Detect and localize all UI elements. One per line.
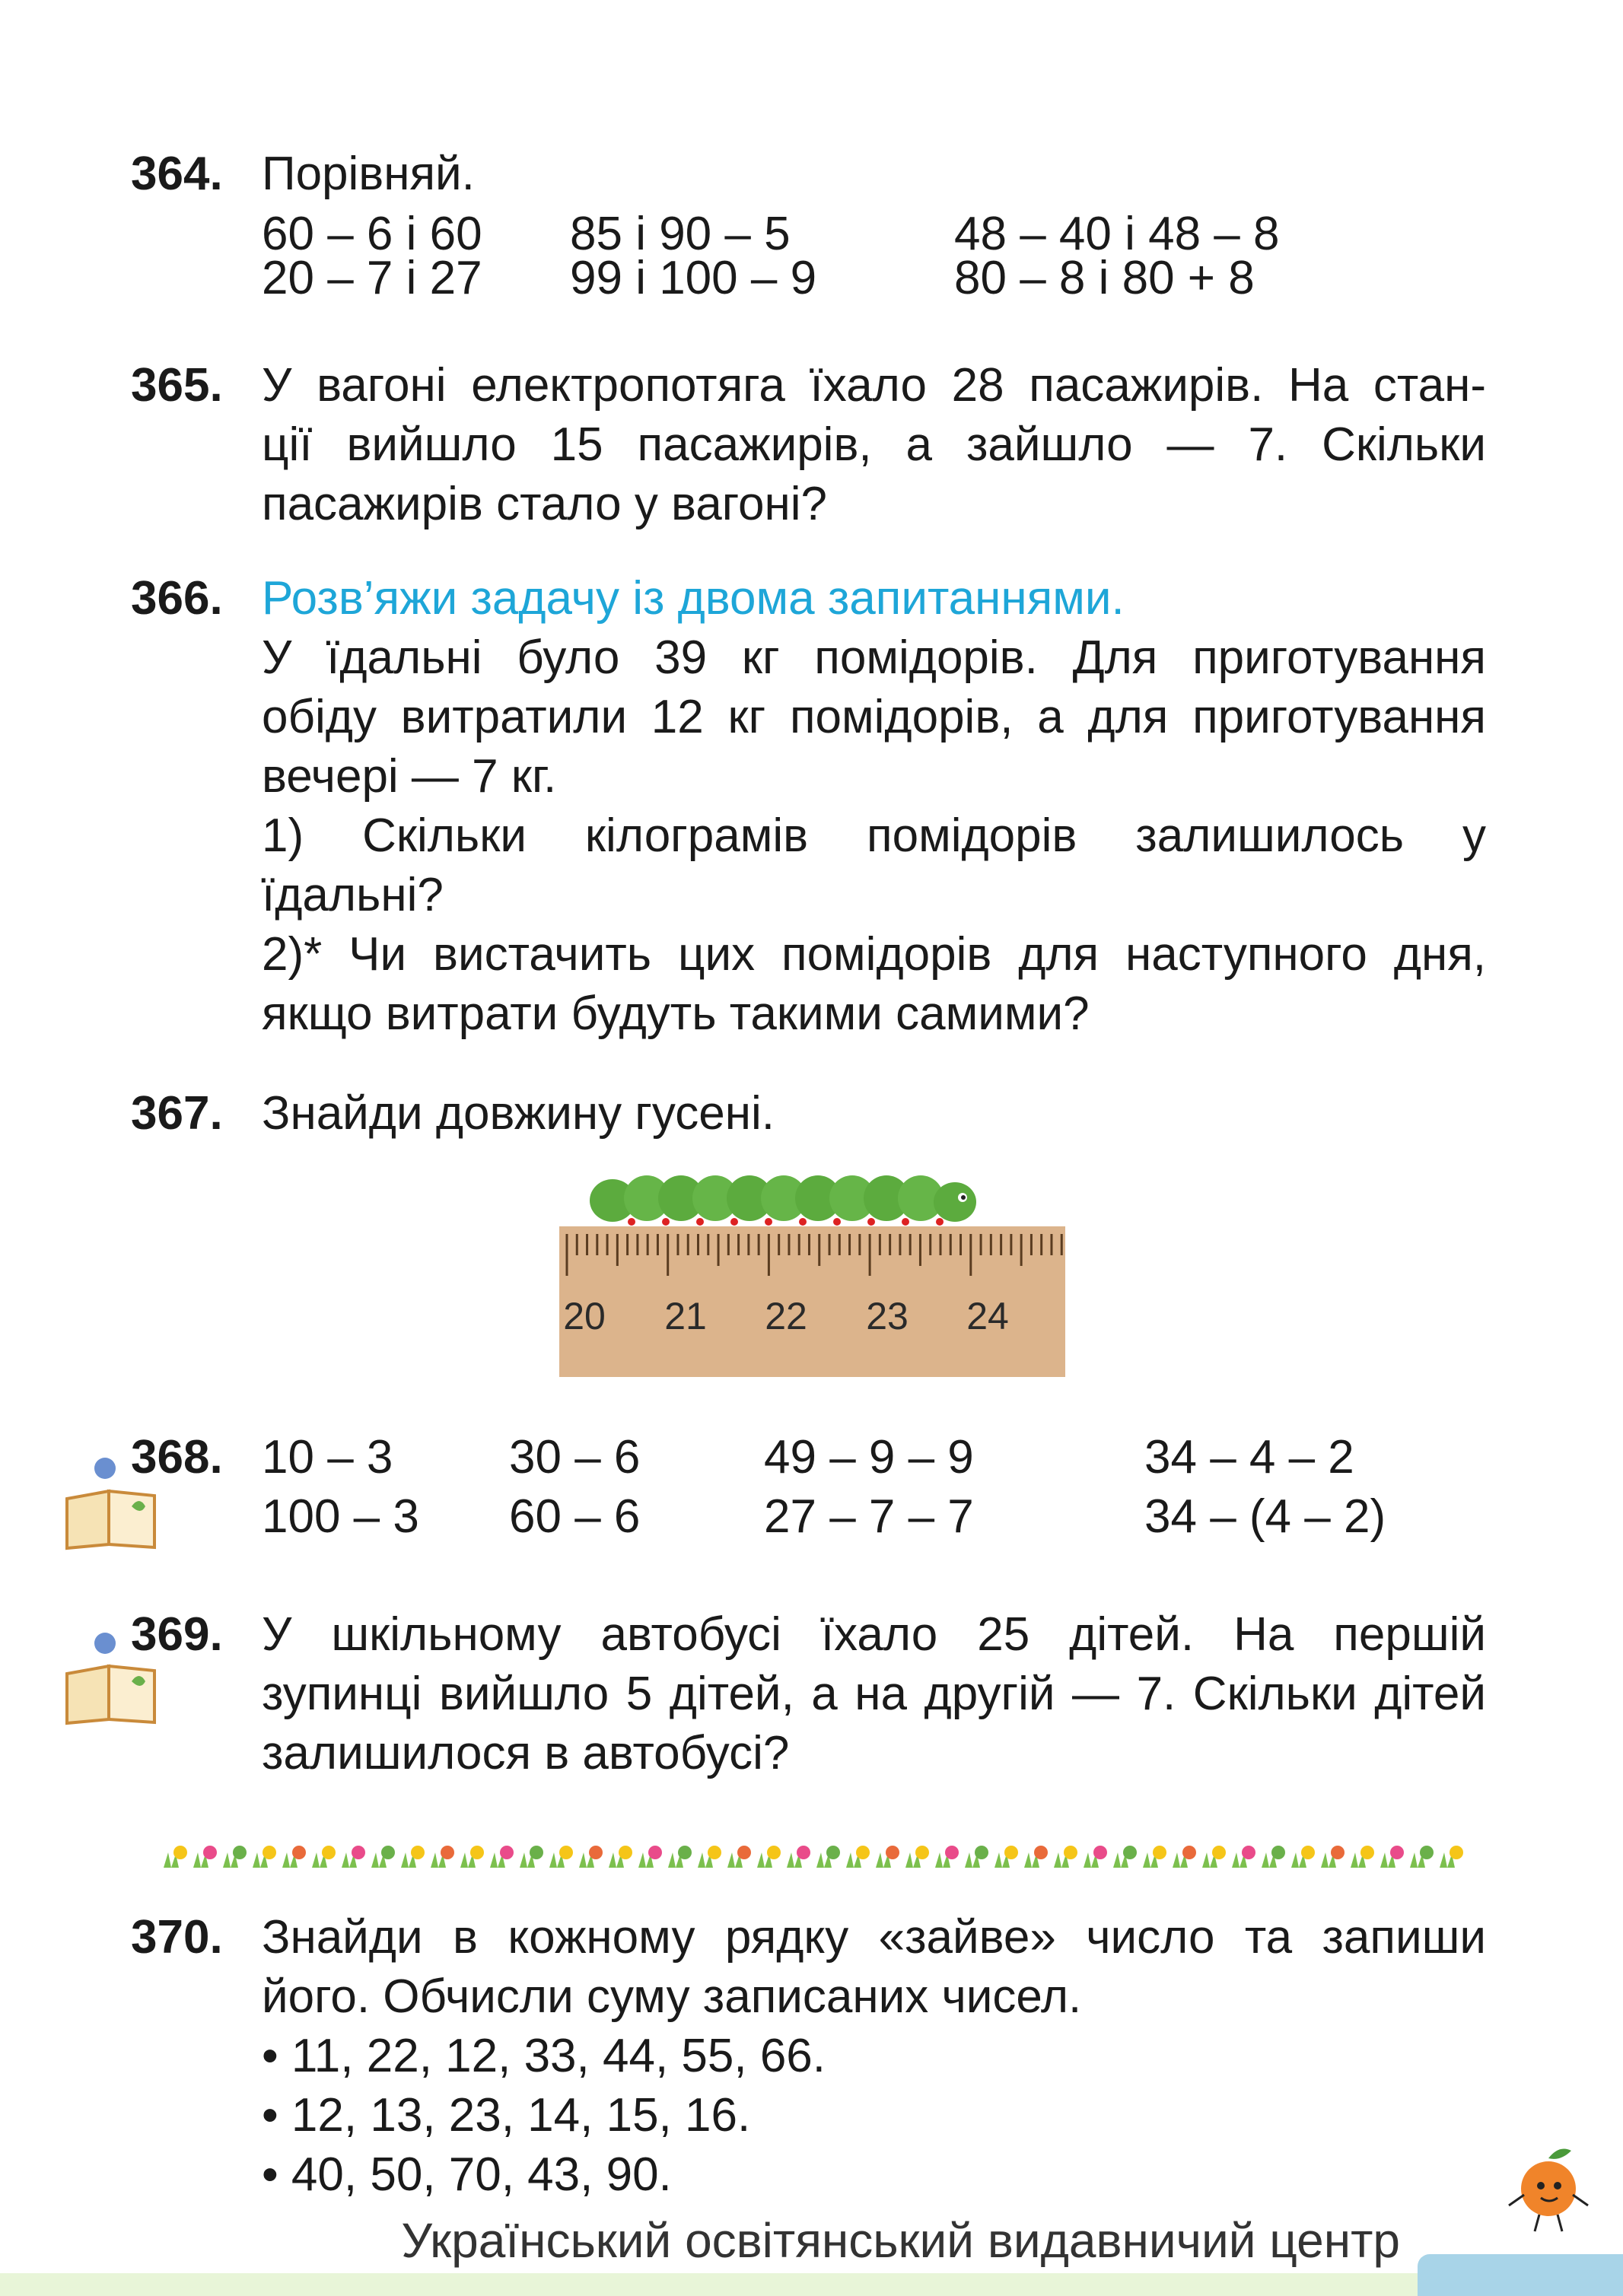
exercise-number: 367.	[131, 1087, 223, 1140]
text-line: У шкільному автобусі їхало 25 дітей. На першій	[262, 1608, 1486, 1661]
flower-shape	[1153, 1846, 1166, 1859]
text-line: вечері — 7 кг.	[262, 750, 557, 803]
flower-shape	[173, 1846, 187, 1859]
exercise-number: 366.	[131, 572, 223, 625]
bullet-item: • 12, 13, 23, 14, 15, 16.	[262, 2089, 751, 2142]
flower-shape	[1064, 1846, 1077, 1859]
expression: 30 – 6	[509, 1431, 641, 1483]
orange-mascot-icon	[1503, 2142, 1594, 2233]
ruler-label: 20	[563, 1295, 606, 1337]
flower-shape	[1093, 1846, 1107, 1859]
flower-shape	[1390, 1846, 1404, 1859]
flower-shape	[737, 1846, 751, 1859]
bullet-item: • 40, 50, 70, 43, 90.	[262, 2148, 672, 2201]
text-line: 1) Скільки кілограмів помідорів залишилось у	[262, 809, 1486, 862]
compare-item: 80 – 8 і 80 + 8	[954, 252, 1255, 304]
compare-item: 99 і 100 – 9	[570, 252, 817, 304]
text-line: зупинці вийшло 5 дітей, а на другій — 7. Скільки дітей	[262, 1668, 1486, 1720]
text-line: У їдальні було 39 кг помідорів. Для приготування	[262, 631, 1486, 684]
exercise-367	[131, 1084, 1486, 1143]
exercise-370	[131, 1908, 1486, 2205]
text-line: залишилося в автобусі?	[262, 1727, 790, 1779]
expression: 34 – (4 – 2)	[1144, 1490, 1386, 1543]
exercise-368	[131, 1428, 1486, 1547]
expression-row	[262, 1487, 1486, 1547]
flower-shape	[1271, 1846, 1285, 1859]
flower-shape	[1301, 1846, 1315, 1859]
text-line: якщо витрати будуть такими самими?	[262, 987, 1090, 1040]
flower-shape	[559, 1846, 573, 1859]
bottom-decor-band	[0, 2273, 1623, 2296]
flower-shape	[797, 1846, 810, 1859]
ruler-label: 22	[765, 1295, 807, 1337]
expression: 100 – 3	[262, 1490, 419, 1543]
text-line: У вагоні електропотяга їхало 28 пасажирів. На стан-	[262, 359, 1486, 412]
text-line: 2)* Чи вистачить цих помідорів для наступного дня,	[262, 928, 1486, 981]
exercise-instruction: Розв’яжи задачу із двома запитаннями.	[262, 572, 1125, 625]
compare-row	[262, 252, 1486, 315]
flower-shape	[381, 1846, 395, 1859]
flower-shape	[589, 1846, 603, 1859]
ruler-label: 23	[866, 1295, 909, 1337]
flower-shape	[1123, 1846, 1137, 1859]
flower-shape	[1450, 1846, 1463, 1859]
flower-shape	[826, 1846, 840, 1859]
ruler-label: 21	[664, 1295, 707, 1337]
exercise-364	[131, 145, 1486, 315]
flower-shape	[678, 1846, 692, 1859]
compare-item: 60 – 6 і 60	[262, 208, 482, 260]
flower-shape	[292, 1846, 306, 1859]
flower-shape	[441, 1846, 454, 1859]
flower-shape	[500, 1846, 514, 1859]
exercise-title: Порівняй.	[262, 148, 475, 200]
caterpillar-ruler-illustration	[559, 1164, 1065, 1377]
expression: 49 – 9 – 9	[764, 1431, 974, 1483]
flower-shape	[1034, 1846, 1048, 1859]
flower-shape	[886, 1846, 899, 1859]
flower-shape	[322, 1846, 336, 1859]
publisher-footer: Український освітянський видавничий центр	[401, 2213, 1400, 2268]
exercise-number: 368.	[131, 1431, 223, 1483]
flower-shape	[1420, 1846, 1434, 1859]
expression: 60 – 6	[509, 1490, 641, 1543]
caterpillar-icon	[590, 1175, 976, 1226]
flower-shape	[767, 1846, 781, 1859]
flower-shape	[263, 1846, 276, 1859]
flower-shape	[1212, 1846, 1226, 1859]
flower-shape	[945, 1846, 959, 1859]
text-line: Знайди в кожному рядку «зайве» число та запиши	[262, 1911, 1486, 1964]
flower-shape	[352, 1846, 365, 1859]
ruler-graphic	[559, 1164, 1065, 1377]
exercise-number: 365.	[131, 359, 223, 412]
text-line: ції вийшло 15 пасажирів, а зайшло — 7. Скільки	[262, 418, 1486, 471]
text-line: їдальні?	[262, 869, 444, 921]
compare-item: 48 – 40 і 48 – 8	[954, 208, 1280, 260]
page-number-box	[1418, 2254, 1623, 2296]
exercise-366	[131, 569, 1486, 1044]
text-line: його. Обчисли суму записаних чисел.	[262, 1970, 1082, 2023]
flower-shape	[1004, 1846, 1018, 1859]
flower-shape	[1242, 1846, 1255, 1859]
flower-shape	[619, 1846, 632, 1859]
decorative-flower-border	[141, 1830, 1484, 1871]
text-line: пасажирів стало у вагоні?	[262, 478, 828, 530]
exercise-number: 364.	[131, 148, 223, 200]
compare-item: 20 – 7 і 27	[262, 252, 482, 304]
flower-shape	[470, 1846, 484, 1859]
text-line: обіду витратили 12 кг помідорів, а для приготування	[262, 691, 1486, 743]
flower-shape	[648, 1846, 662, 1859]
exercise-number: 369.	[131, 1608, 223, 1661]
expression: 27 – 7 – 7	[764, 1490, 974, 1543]
flower-shape	[975, 1846, 988, 1859]
ruler-label: 24	[966, 1295, 1009, 1337]
flower-shape	[530, 1846, 543, 1859]
flower-shape	[1360, 1846, 1374, 1859]
expression-row	[262, 1428, 1486, 1487]
compare-item: 85 і 90 – 5	[570, 208, 791, 260]
flower-shape	[203, 1846, 217, 1859]
expression: 10 – 3	[262, 1431, 393, 1483]
exercise-365	[131, 356, 1486, 534]
bullet-item: • 11, 22, 12, 33, 44, 55, 66.	[262, 2030, 826, 2082]
flower-shape	[708, 1846, 721, 1859]
flower-shape	[856, 1846, 870, 1859]
exercise-369	[131, 1605, 1486, 1783]
flower-shape	[915, 1846, 929, 1859]
exercise-title: Знайди довжину гусені.	[262, 1087, 775, 1140]
flower-shape	[1331, 1846, 1345, 1859]
flower-shape	[233, 1846, 247, 1859]
flower-shape	[1182, 1846, 1196, 1859]
expression: 34 – 4 – 2	[1144, 1431, 1354, 1483]
flower-shape	[411, 1846, 425, 1859]
exercise-number: 370.	[131, 1911, 223, 1964]
